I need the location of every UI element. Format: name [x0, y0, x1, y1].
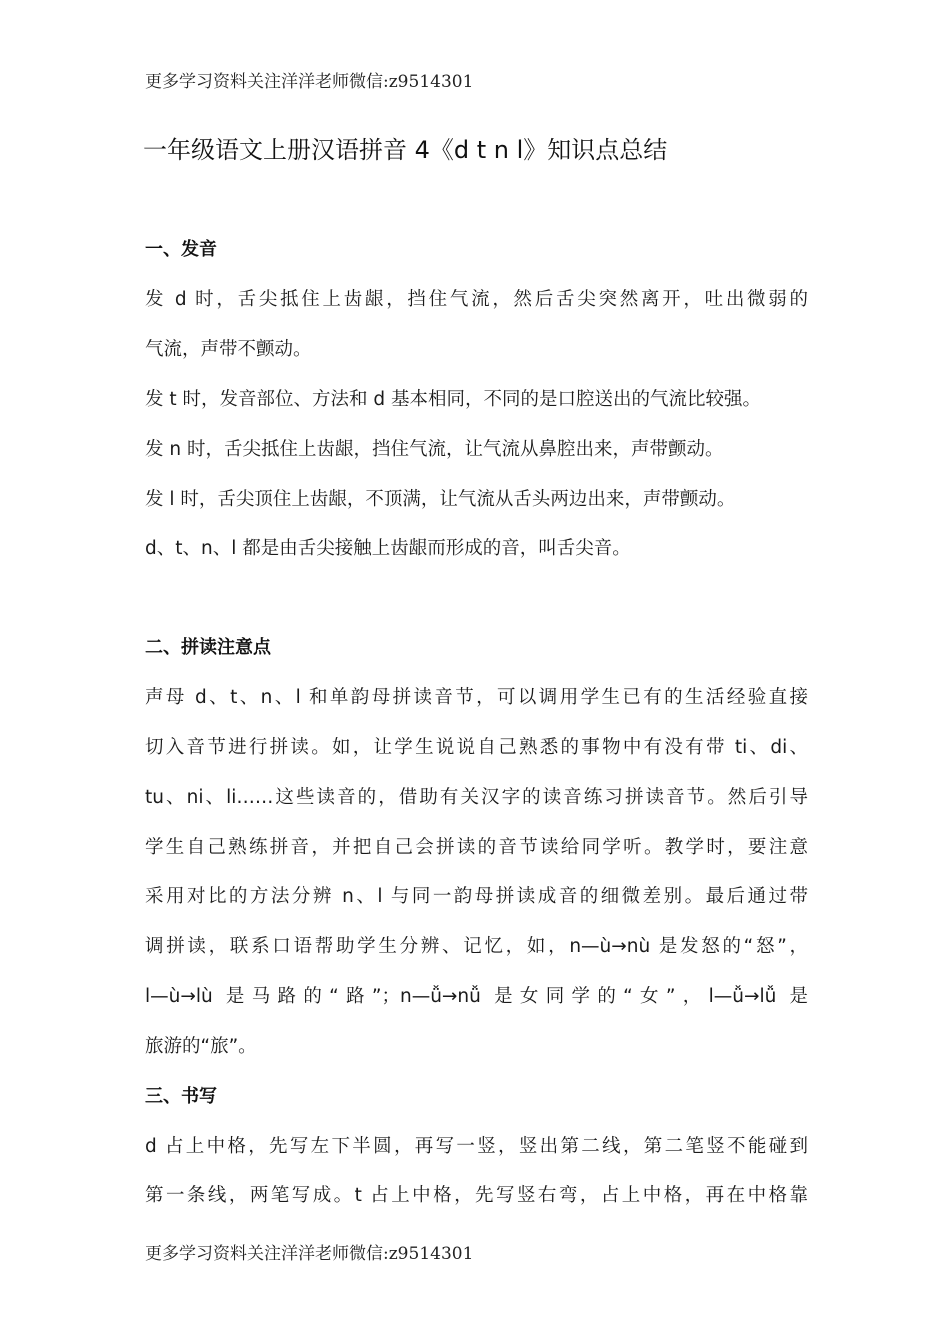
- paragraph-line: 发 n 时，舌尖抵住上齿龈，挡住气流，让气流从鼻腔出来，声带颤动。: [145, 439, 724, 460]
- paragraph-line: d、t、n、l 都是由舌尖接触上齿龈而形成的音，叫舌尖音。: [145, 538, 631, 559]
- section-heading-writing: 三、书写: [145, 1086, 217, 1107]
- watermark-header: 更多学习资料关注洋洋老师微信:z9514301: [145, 72, 474, 92]
- paragraph-line: 发 d 时，舌尖抵住上齿龈，挡住气流，然后舌尖突然离开，吐出微弱的: [145, 289, 808, 310]
- document-title: 一年级语文上册汉语拼音 4《d t n l》知识点总结: [143, 136, 668, 164]
- paragraph-line: d 占上中格，先写左下半圆，再写一竖，竖出第二线，第二笔竖不能碰到: [145, 1136, 808, 1157]
- paragraph-line: 采用对比的方法分辨 n、l 与同一韵母拼读成音的细微差别。最后通过带: [145, 886, 808, 907]
- paragraph-line: 气流，声带不颤动。: [145, 339, 312, 360]
- paragraph-line: 学生自己熟练拼音，并把自己会拼读的音节读给同学听。教学时，要注意: [145, 837, 808, 858]
- paragraph-line: 第一条线，两笔写成。t 占上中格，先写竖右弯，占上中格，再在中格靠: [145, 1185, 808, 1206]
- paragraph-line: 发 l 时，舌尖顶住上齿龈，不顶满，让气流从舌头两边出来，声带颤动。: [145, 489, 736, 510]
- paragraph-line: tu、ni、li……这些读音的，借助有关汉字的读音练习拼读音节。然后引导: [145, 787, 808, 808]
- paragraph-line: 旅游的“旅”。: [145, 1036, 257, 1057]
- paragraph-line: 声母 d、t、n、l 和单韵母拼读音节，可以调用学生已有的生活经验直接: [145, 687, 808, 708]
- paragraph-line: 发 t 时，发音部位、方法和 d 基本相同，不同的是口腔送出的气流比较强。: [145, 389, 762, 410]
- paragraph-line: 切入音节进行拼读。如，让学生说说自己熟悉的事物中有没有带 ti、di、: [145, 737, 808, 758]
- paragraph-line: 调拼读，联系口语帮助学生分辨、记忆，如，n—ù→nù 是发怒的“怒”，: [145, 936, 808, 957]
- section-heading-pronunciation: 一、发音: [145, 239, 217, 260]
- section-heading-reading-notes: 二、拼读注意点: [145, 637, 271, 658]
- paragraph-line: l—ù→lù 是马路的“路”；n—ǚ→nǚ 是女同学的“女”，l—ǚ→lǚ 是: [145, 986, 808, 1007]
- watermark-footer: 更多学习资料关注洋洋老师微信:z9514301: [145, 1244, 474, 1264]
